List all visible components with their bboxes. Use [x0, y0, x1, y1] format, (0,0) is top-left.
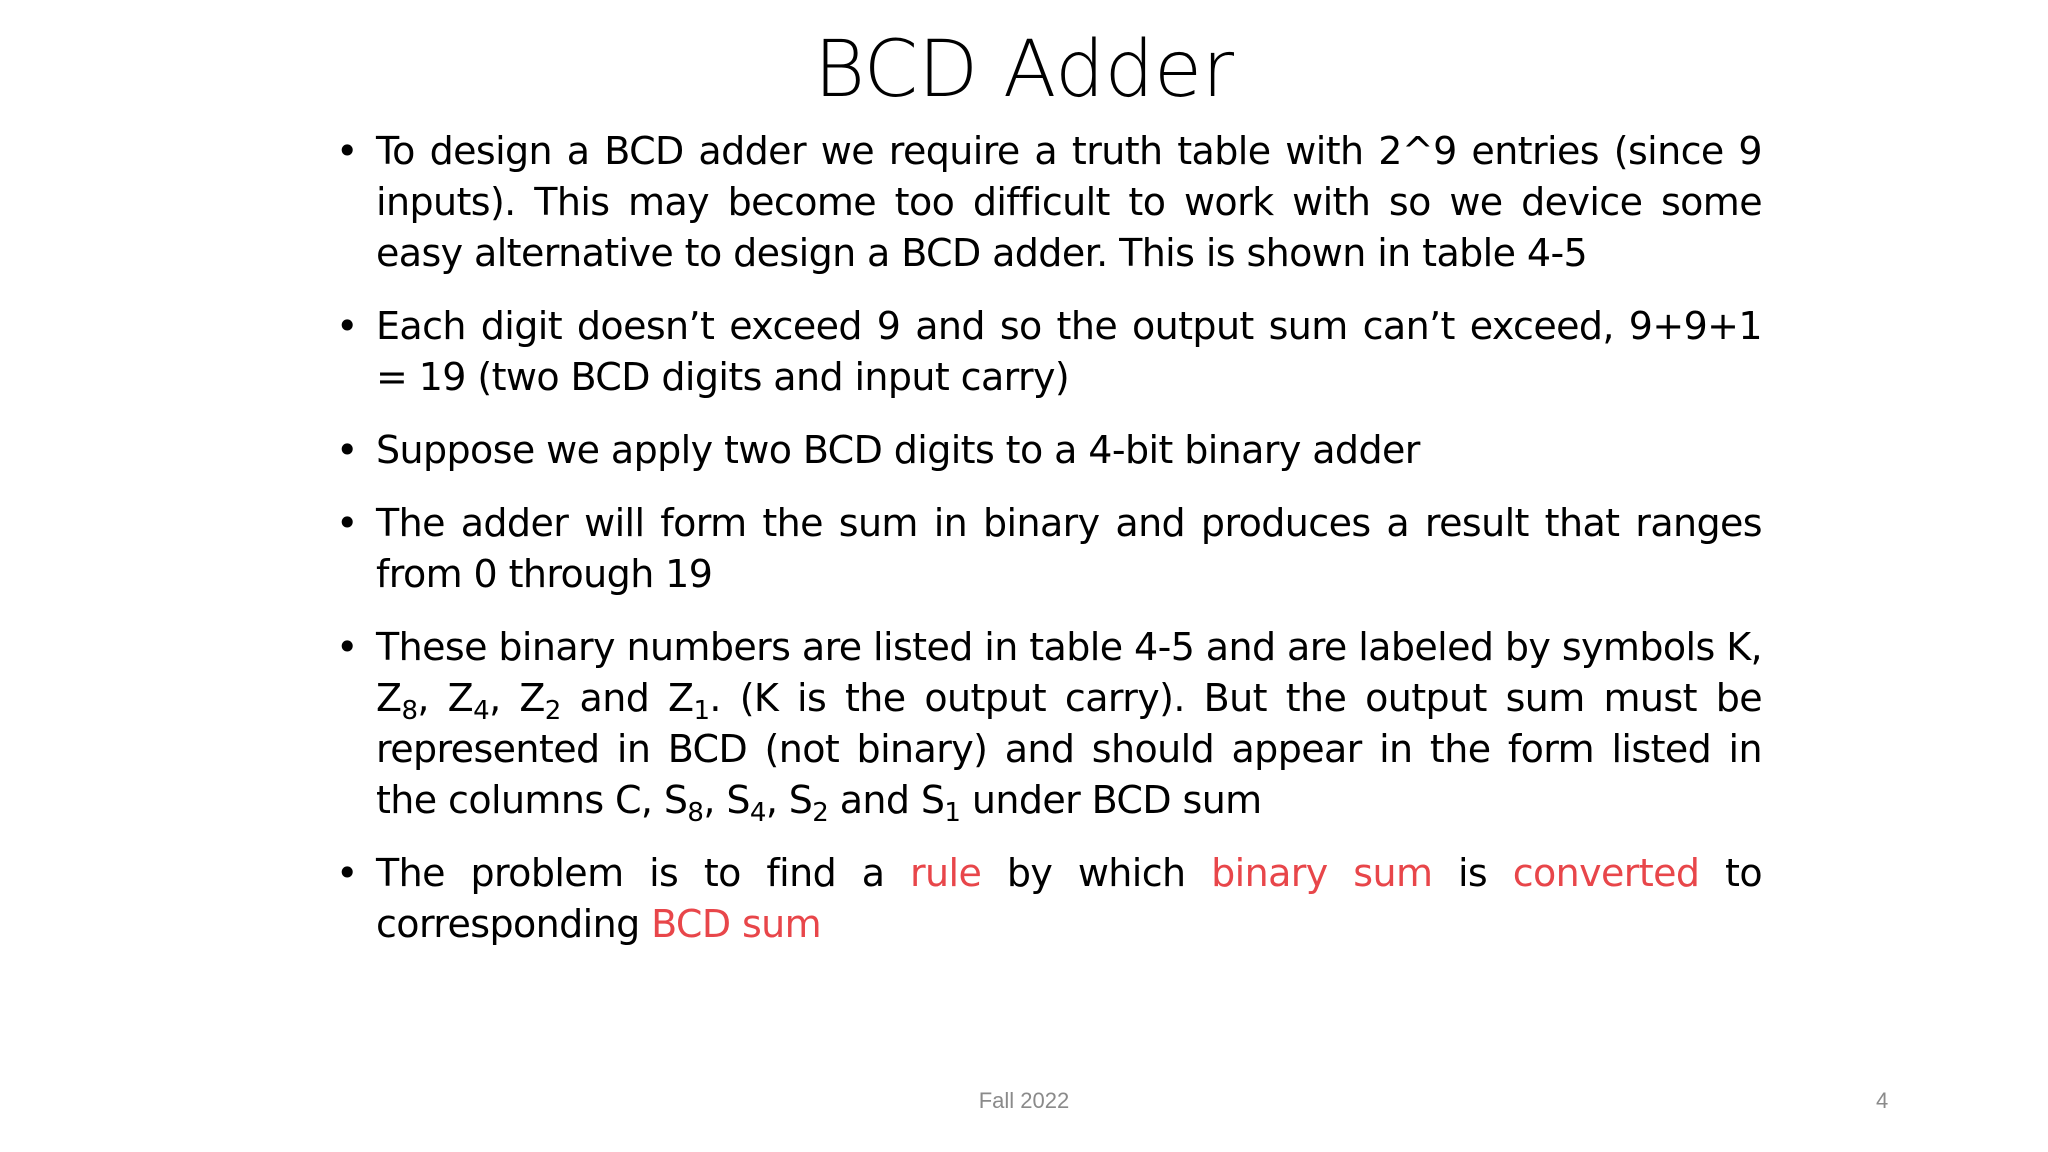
bullet-list	[336, 126, 1762, 972]
page-number: 4	[1876, 1088, 1889, 1113]
subscript: 2	[544, 696, 561, 726]
bullet-text: The adder will form the sum in binary and produces a result that ranges from 0 through 19	[376, 501, 1762, 596]
bullet-text-part: , S	[703, 778, 750, 822]
bullet-dot: •	[336, 851, 358, 895]
bullet-item-1	[336, 126, 1762, 279]
bullet-text-part: to corresponding	[376, 851, 1762, 946]
bullet-text-part: The problem is to find a	[376, 851, 910, 895]
bullet-item-6	[336, 848, 1762, 950]
subscript: 4	[473, 696, 490, 726]
bullet-text-part: by which	[981, 851, 1212, 895]
bullet-text-part: , Z	[417, 676, 474, 720]
subscript: 4	[749, 798, 766, 828]
bullet-dot: •	[336, 625, 358, 669]
bullet-text-part: under BCD sum	[960, 778, 1262, 822]
bullet-text: To design a BCD adder we require a truth table with 2^9 entries (since 9 inputs). This may become too difficult to work with so we device some easy alternative to design a BCD adder. This is shown in table 4-5	[376, 129, 1762, 275]
bullet-text-part: These binary numbers are listed in table 4-5 and are labeled by symbols K, Z	[376, 625, 1762, 720]
bullet-dot: •	[336, 501, 358, 545]
bullet-item-4	[336, 498, 1762, 600]
bullet-item-2	[336, 301, 1762, 403]
highlight-bcd-sum: BCD sum	[651, 902, 822, 946]
bullet-item-3	[336, 425, 1762, 476]
bullet-text-part: and S	[828, 778, 945, 822]
bullet-text-part: , S	[765, 778, 813, 822]
bullet-text-part: . (K is the output carry). But the output sum must be represented in BCD (not binary) and should appear in the form listed in the columns C, S	[376, 676, 1763, 822]
bullet-text: Each digit doesn’t exceed 9 and so the output sum can’t exceed, 9+9+1 = 19 (two BCD digits and input carry)	[376, 304, 1762, 399]
bullet-text-part: and Z	[560, 676, 694, 720]
highlight-rule: rule	[909, 851, 982, 895]
subscript: 1	[693, 696, 710, 726]
bullet-text-part: is	[1432, 851, 1513, 895]
highlight-binary-sum: binary sum	[1211, 851, 1433, 895]
footer-text: Fall 2022	[978, 1088, 1070, 1113]
bullet-item-5	[336, 622, 1762, 826]
bullet-dot: •	[336, 428, 358, 472]
subscript: 2	[812, 798, 829, 828]
highlight-converted: converted	[1512, 851, 1700, 895]
subscript: 1	[944, 798, 961, 828]
subscript: 8	[687, 798, 704, 828]
subscript: 8	[401, 696, 418, 726]
bullet-dot: •	[336, 129, 358, 173]
slide-title: BCD Adder	[813, 25, 1235, 115]
bullet-dot: •	[336, 304, 358, 348]
bullet-text: Suppose we apply two BCD digits to a 4-bit binary adder	[376, 428, 1420, 472]
bullet-text-part: , Z	[489, 676, 545, 720]
